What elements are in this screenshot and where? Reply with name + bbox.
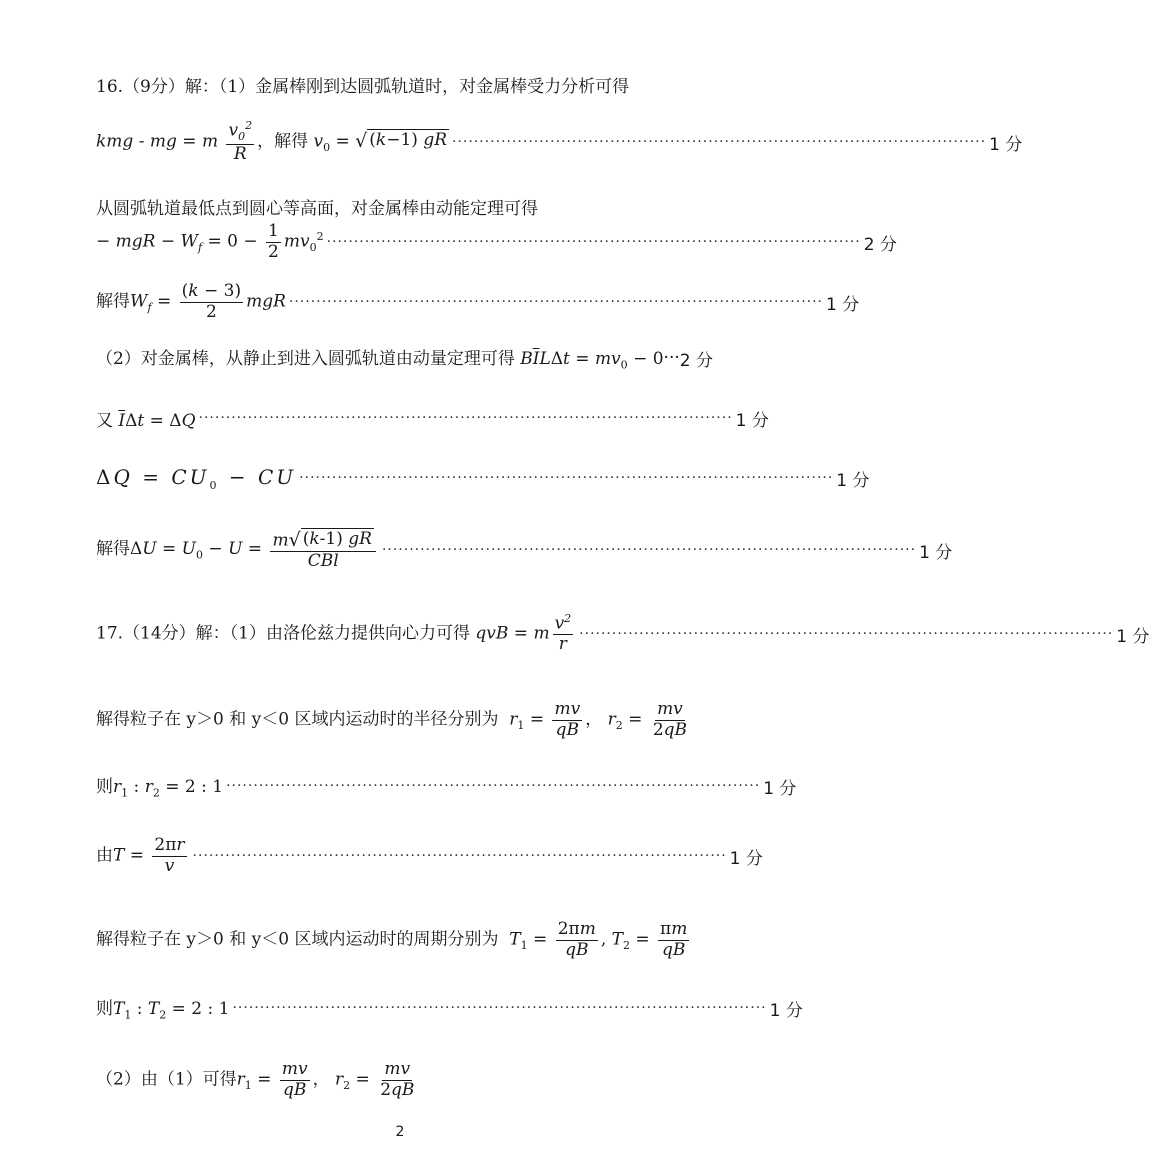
leader-dots: ·································································································· xyxy=(198,410,733,426)
leader-dots: ··· xyxy=(663,348,680,368)
score: 1 分 xyxy=(1116,626,1150,647)
q16-eq3: 解得$W_f$ = $\frac{(k - 3)}{2}$ mgR xyxy=(96,280,286,322)
leader-dots: ·································································································· xyxy=(326,234,861,250)
q16-eq7: 解得$\Delta U = U_0 - U$ = m √ (k-1) gR CBl xyxy=(96,528,379,571)
score: 1 分 xyxy=(989,134,1023,155)
q17-radius: 解得粒子在 y＞0 和 y＜0 区域内运动时的半径分别为 $r_1$ = $\frac{mv}{qB}$ ， $r_2$ = $\frac{mv}{2qB}$ xyxy=(96,698,688,740)
q17-part2: （2）由（1）可得$r_1$ = $\frac{mv}{qB}$ ， $r_2$ = $\frac{mv}{2qB}$ xyxy=(96,1058,415,1100)
score: 1 分 xyxy=(826,294,860,315)
q17-header: 17.（14分）解：（1）由洛伦兹力提供向心力可得 qvB = m $\frac{v^2}{r}$ xyxy=(96,612,572,655)
q16-eq5: 又 $\overline{I}\Delta t = \Delta Q$ xyxy=(96,410,196,431)
q17-periods-line xyxy=(96,918,722,962)
q16-part2-line xyxy=(96,336,722,380)
q17-period-formula-line xyxy=(96,834,763,878)
score: 1 分 xyxy=(729,848,763,869)
leader-dots: ·································································································· xyxy=(452,134,987,150)
q16-eq2: − mgR − $W_f = 0$ − $\frac{1}{2}$ $mv_0^2$ xyxy=(96,220,324,262)
q17-ratio-T: 则$T_1$ : $T_2 = 2$ : 1 xyxy=(96,999,230,1022)
leader-dots: ·································································································· xyxy=(232,1000,767,1016)
q17-ratio-T-line xyxy=(96,986,803,1030)
page-number: 2 xyxy=(395,1124,405,1140)
q16-eq3-line xyxy=(96,280,860,324)
q16-energy-text: 从圆弧轨道最低点到圆心等高面，对金属棒由动能定理可得 xyxy=(96,198,538,219)
q16-eq1-line xyxy=(96,118,1023,164)
score: 1 分 xyxy=(769,1000,803,1021)
score: 1 分 xyxy=(763,778,797,799)
q16-eq6: $\Delta Q = CU_0$ − CU xyxy=(96,464,297,492)
q16-part2: （2）对金属棒，从静止到进入圆弧轨道由动量定理可得 $B\overline{I}L\Delta t = mv_0 - 0$ xyxy=(96,349,664,372)
leader-dots: ·································································································· xyxy=(579,626,1114,642)
q17-radius-line xyxy=(96,698,722,742)
q16-header: 16.（9分）解：（1）金属棒刚到达圆弧轨道时，对金属棒受力分析可得 xyxy=(96,76,630,97)
q16-eq5-line xyxy=(96,396,769,440)
score: 1 分 xyxy=(836,470,870,491)
q17-periods: 解得粒子在 y＞0 和 y＜0 区域内运动时的周期分别为 $T_1$ = $\frac{2\pi m}{qB}$ , $T_2$ = $\frac{\pi m}{qB}$ xyxy=(96,918,688,960)
score: 1 分 xyxy=(735,410,769,431)
q16-header-line xyxy=(96,62,722,106)
leader-dots: ·································································································· xyxy=(226,778,761,794)
q17-ratio-r: 则$r_1$ : $r_2 = 2$ : 1 xyxy=(96,777,224,800)
q17-period-formula: 由T = $\frac{2\pi r}{v}$ xyxy=(96,834,185,876)
leader-dots: ·································································································· xyxy=(299,470,834,486)
q17-part2-line xyxy=(96,1058,722,1102)
score: 2 分 xyxy=(679,350,713,371)
score: 1 分 xyxy=(919,542,953,563)
q17-header-line xyxy=(96,612,1150,656)
q17-ratio-r-line xyxy=(96,764,797,808)
leader-dots: ·································································································· xyxy=(288,294,824,310)
q16-eq2-line xyxy=(96,220,897,264)
q16-eq6-line xyxy=(96,456,870,500)
q16-eq1: kmg - mg = m $\frac{v_0^2}{R}$ ，解得 $v_0$ = √ (k−1) gR xyxy=(96,118,448,164)
score: 2 分 xyxy=(863,234,897,255)
q16-eq7-line xyxy=(96,528,953,572)
leader-dots: ·································································································· xyxy=(381,542,917,558)
leader-dots: ·································································································· xyxy=(192,848,727,864)
